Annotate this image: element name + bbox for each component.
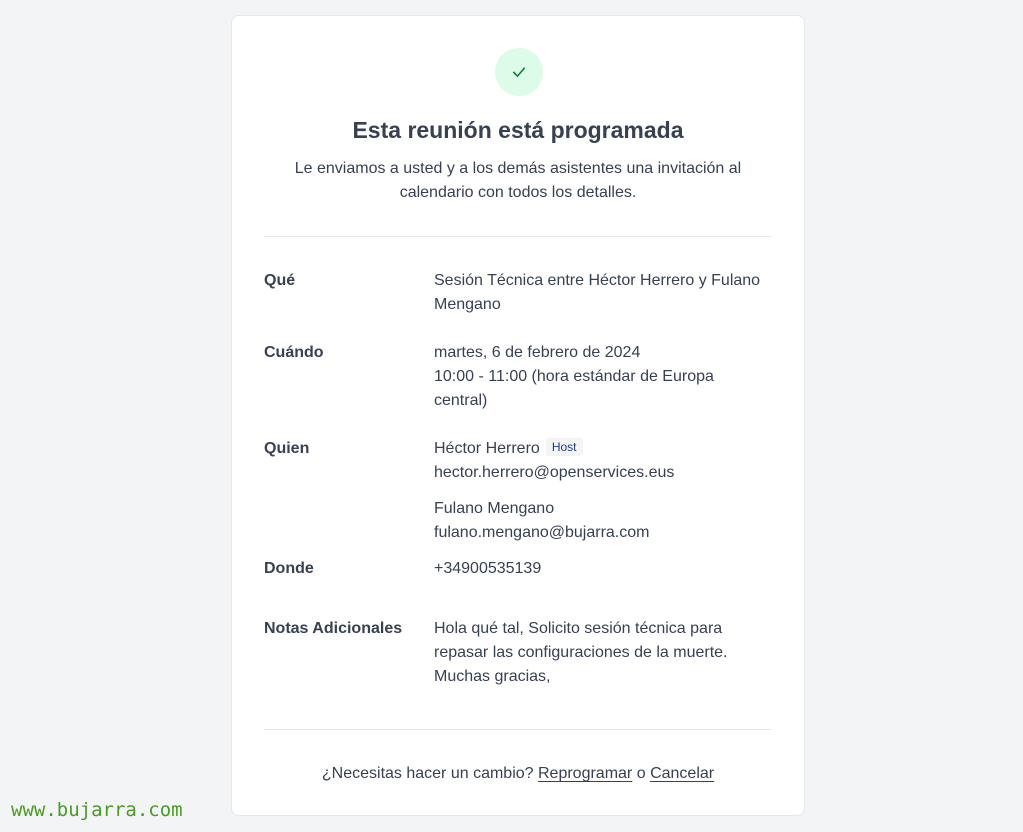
cancel-link[interactable]: Cancelar: [650, 765, 715, 782]
what-label: Qué: [264, 272, 296, 289]
attendee-name: Fulano Mengano: [434, 500, 555, 517]
divider: [264, 236, 772, 237]
host-badge: Host: [546, 438, 583, 456]
what-value: Sesión Técnica entre Héctor Herrero y Fulano Mengano: [434, 272, 761, 313]
when-date: martes, 6 de febrero de 2024: [434, 344, 641, 361]
when-label: Cuándo: [264, 344, 324, 361]
success-check-badge: [495, 48, 543, 96]
change-prompt: [232, 762, 804, 786]
who-label: Quien: [264, 440, 310, 457]
change-question: ¿Necesitas hacer un cambio?: [321, 765, 534, 782]
attendee: [434, 437, 764, 485]
attendee-name: Héctor Herrero: [434, 440, 540, 457]
page-title: Esta reunión está programada: [352, 117, 684, 143]
when-value: [434, 341, 764, 413]
where-value: +34900535139: [434, 560, 542, 577]
notes-value: Hola qué tal, Solicito sesión técnica para repasar las configuraciones de la muerte. Muchas gracias,: [434, 620, 728, 685]
attendee-email: fulano.mengano@bujarra.com: [434, 524, 650, 541]
notes-label: Notas Adicionales: [264, 620, 403, 637]
when-time: 10:00 - 11:00 (hora estándar de Europa central): [434, 368, 714, 409]
where-label: Donde: [264, 560, 314, 577]
confirmation-subtitle: Le enviamos a usted y a los demás asistentes una invitación al calendario con todos los detalles.: [294, 160, 742, 201]
divider: [264, 729, 772, 730]
watermark: www.bujarra.com: [11, 799, 183, 821]
attendee: [434, 497, 764, 545]
check-icon: [510, 63, 528, 81]
booking-confirmation-card: [231, 15, 805, 816]
link-separator: o: [636, 765, 646, 782]
reschedule-link[interactable]: Reprogramar: [538, 765, 633, 782]
attendee-email: hector.herrero@openservices.eus: [434, 464, 675, 481]
